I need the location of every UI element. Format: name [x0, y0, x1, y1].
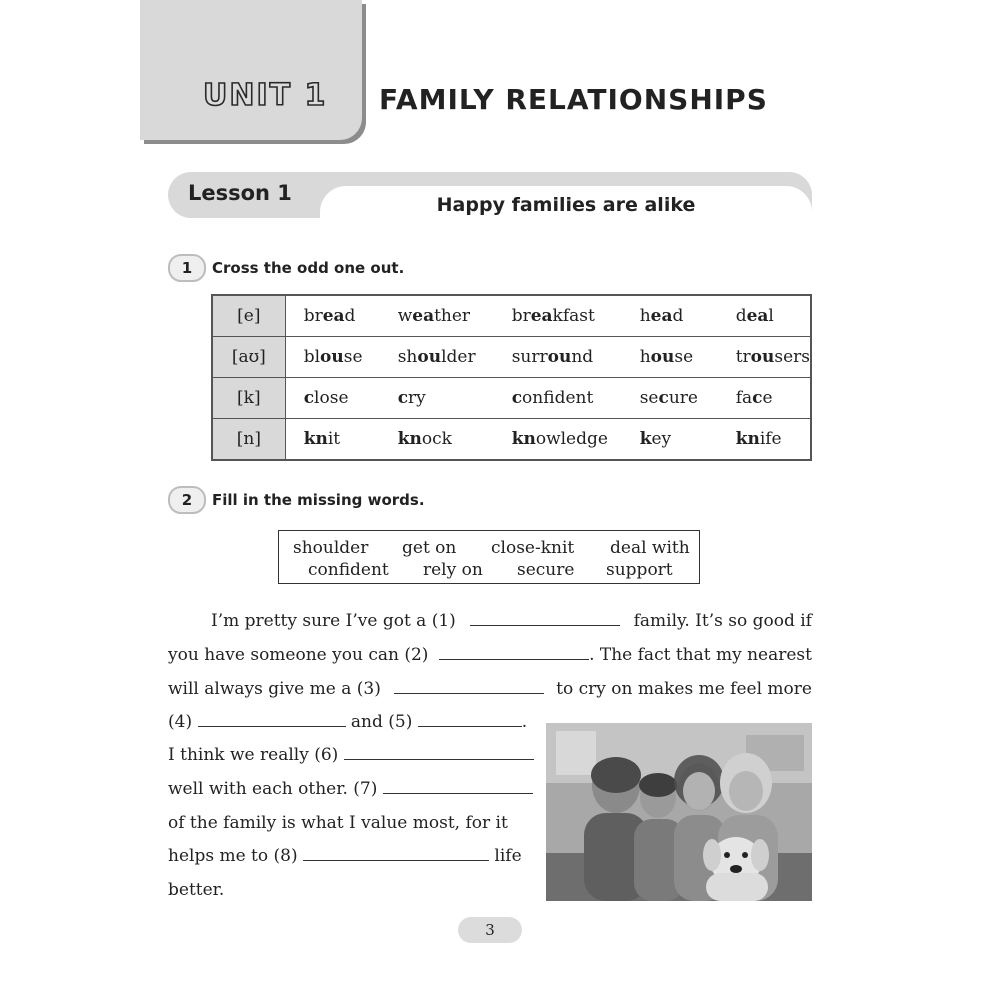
word-option[interactable] [736, 388, 773, 408]
word-option[interactable] [398, 429, 512, 449]
word-letters: fa [735, 388, 753, 408]
text-line-1 [211, 611, 812, 631]
words-cell [285, 295, 811, 337]
text-segment: well with each other. (7) [168, 779, 378, 799]
sound-cell: [n] [212, 419, 285, 461]
family-photo [546, 723, 812, 901]
word-letters: l [768, 306, 774, 326]
words-cell [285, 419, 811, 461]
word-letters: lder [441, 347, 476, 367]
word-letters-highlight: c [397, 388, 409, 408]
unit-title: FAMILY RELATIONSHIPS [379, 83, 768, 116]
word-letters-highlight: k [639, 429, 652, 449]
text-line-6 [168, 779, 533, 799]
task2-heading [168, 486, 425, 514]
word-letters: sh [397, 347, 418, 367]
text-segment: helps me to (8) [168, 846, 298, 866]
word-letters-highlight: c [511, 388, 523, 408]
text-segment: life [494, 846, 522, 866]
word-letters: h [639, 347, 651, 367]
task1-number: 1 [168, 254, 206, 282]
answer-blank-1[interactable] [470, 611, 620, 626]
word-list [304, 429, 810, 449]
word-letters-highlight: ou [547, 347, 572, 367]
text-line-3 [168, 679, 812, 699]
word-option[interactable] [640, 306, 736, 326]
sound-cell: [aʊ] [212, 337, 285, 378]
task1-instruction: Cross the odd one out. [212, 259, 405, 277]
text-segment: . [521, 712, 528, 732]
word-box-item: secure [517, 560, 575, 580]
word-option[interactable] [304, 388, 398, 408]
word-option[interactable] [736, 429, 782, 449]
word-letters-highlight: c [752, 388, 763, 408]
text-line-4 [168, 712, 527, 732]
unit-label: UNIT 1 [203, 78, 328, 113]
word-letters: w [397, 306, 413, 326]
word-letters: d [735, 306, 747, 326]
word-letters-highlight: ou [417, 347, 442, 367]
word-option[interactable] [304, 429, 398, 449]
word-letters-highlight: kn [511, 429, 536, 449]
word-box-item: close-knit [491, 538, 575, 558]
unit-tab [140, 0, 362, 140]
text-segment: I’m pretty sure I’ve got a (1) [211, 611, 456, 631]
word-letters: bl [303, 347, 321, 367]
word-letters: se [343, 347, 363, 367]
text-line-8 [168, 846, 522, 866]
words-cell [285, 337, 811, 378]
table-row [212, 295, 811, 337]
words-cell [285, 378, 811, 419]
answer-blank-3[interactable] [394, 679, 544, 694]
word-letters-highlight: kn [303, 429, 328, 449]
page-number: 3 [458, 917, 522, 943]
word-letters: ure [668, 388, 698, 408]
word-letters: se [674, 347, 694, 367]
word-list [304, 388, 810, 408]
text-segment: to cry on makes me feel more [556, 679, 812, 699]
word-letters: se [639, 388, 659, 408]
word-letters: surr [511, 347, 548, 367]
lesson-label: Lesson 1 [188, 181, 292, 205]
text-segment: of the family is what I value most, for it [168, 813, 508, 833]
word-list [304, 306, 810, 326]
word-letters: ey [651, 429, 672, 449]
task2-instruction: Fill in the missing words. [212, 491, 425, 509]
word-box-item: get on [402, 538, 457, 558]
word-letters: ther [434, 306, 471, 326]
word-letters: d [344, 306, 356, 326]
word-letters-highlight: ea [412, 306, 435, 326]
text-line-9 [168, 880, 224, 900]
sound-cell: [k] [212, 378, 285, 419]
word-letters-highlight: ea [322, 306, 345, 326]
word-box-item: rely on [423, 560, 483, 580]
word-option[interactable] [398, 388, 512, 408]
word-box-row-2 [279, 560, 699, 582]
word-option[interactable] [640, 429, 736, 449]
text-line-7 [168, 813, 522, 833]
word-letters: br [511, 306, 531, 326]
text-segment: better. [168, 880, 225, 900]
answer-blank-7[interactable] [383, 779, 533, 794]
text-line-2 [168, 645, 812, 665]
word-letters: h [639, 306, 651, 326]
word-letters-highlight: kn [397, 429, 422, 449]
word-letters: ife [759, 429, 782, 449]
answer-blank-4[interactable] [198, 712, 346, 727]
word-letters: nd [571, 347, 594, 367]
table-row [212, 419, 811, 461]
task1-heading [168, 254, 404, 282]
table-row [212, 378, 811, 419]
word-letters: kfast [552, 306, 595, 326]
word-box [278, 530, 700, 584]
word-box-item: support [606, 560, 673, 580]
word-option[interactable] [512, 429, 640, 449]
word-option[interactable] [640, 347, 736, 367]
word-option[interactable] [304, 347, 398, 367]
answer-blank-2[interactable] [439, 645, 589, 660]
word-list [304, 347, 810, 367]
odd-one-out-table [211, 294, 812, 461]
text-segment: and (5) [350, 712, 413, 732]
word-option[interactable] [512, 388, 640, 408]
word-letters-highlight: ou [750, 347, 775, 367]
word-letters-highlight: ea [530, 306, 553, 326]
sound-cell: [e] [212, 295, 285, 337]
text-segment: I think we really (6) [168, 745, 339, 765]
word-option[interactable] [512, 306, 640, 326]
word-option[interactable] [398, 347, 512, 367]
answer-blank-6[interactable] [344, 745, 534, 760]
word-letters-highlight: ea [650, 306, 673, 326]
word-option[interactable] [736, 347, 810, 367]
word-letters: d [672, 306, 684, 326]
text-segment: you have someone you can (2) [168, 645, 429, 665]
word-letters: sers [774, 347, 810, 367]
text-segment: will always give me a (3) [168, 679, 381, 699]
text-line-5 [168, 745, 534, 765]
word-option[interactable] [640, 388, 736, 408]
word-option[interactable] [736, 306, 774, 326]
word-letters: e [762, 388, 773, 408]
lesson-title: Happy families are alike [436, 194, 696, 216]
text-segment: . The fact that my nearest [589, 645, 812, 665]
word-letters: ock [421, 429, 452, 449]
answer-blank-8[interactable] [303, 846, 489, 861]
word-box-item: shoulder [293, 538, 369, 558]
word-option[interactable] [512, 347, 640, 367]
word-letters-highlight: c [658, 388, 669, 408]
word-option[interactable] [304, 306, 398, 326]
word-letters-highlight: ou [650, 347, 675, 367]
word-letters: ry [408, 388, 426, 408]
text-segment: (4) [168, 712, 193, 732]
word-box-item: deal with [610, 538, 690, 558]
word-letters-highlight: ea [746, 306, 769, 326]
word-letters: it [327, 429, 341, 449]
word-letters: br [303, 306, 323, 326]
task2-number: 2 [168, 486, 206, 514]
word-letters-highlight: c [303, 388, 315, 408]
family-photo-illustration [546, 723, 812, 901]
table-row [212, 337, 811, 378]
word-option[interactable] [398, 306, 512, 326]
text-segment: family. It’s so good if [633, 611, 812, 631]
word-box-row-1 [279, 538, 699, 560]
word-letters: owledge [535, 429, 608, 449]
word-box-item: confident [308, 560, 389, 580]
answer-blank-5[interactable] [418, 712, 522, 727]
word-letters-highlight: kn [735, 429, 760, 449]
word-letters: lose [314, 388, 349, 408]
word-letters-highlight: ou [320, 347, 344, 367]
word-letters: onfident [522, 388, 594, 408]
word-letters: tr [735, 347, 751, 367]
